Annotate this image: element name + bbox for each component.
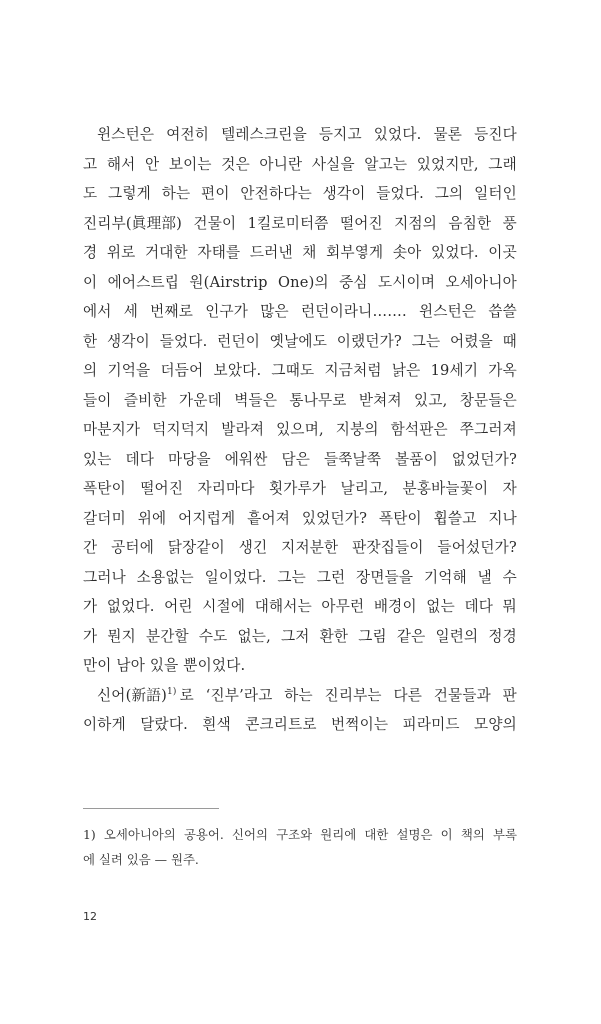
text-line — [83, 120, 517, 150]
word: 이 — [440, 827, 453, 842]
word: 등진다 — [474, 126, 517, 143]
text-line — [83, 622, 517, 652]
word: 안전하다는 — [240, 185, 312, 202]
word: 그때도 — [271, 362, 315, 379]
word: 데다 — [125, 450, 155, 468]
word: 건물이 — [193, 214, 237, 232]
word: 폭탄이 — [378, 509, 422, 527]
word: 자태를 — [197, 244, 241, 261]
word: 경 — [83, 244, 98, 261]
word: 세 — [123, 303, 139, 320]
word: 가 — [83, 598, 98, 615]
word: 창문들은 — [459, 391, 517, 409]
footnote-line-content: 에 실려 있음 — 원주. — [83, 852, 199, 867]
word: 옛날에도 — [269, 332, 327, 350]
page-number: 12 — [83, 910, 97, 923]
word: 물론 — [433, 126, 463, 143]
word: 간 — [83, 539, 98, 556]
word: 가운데 — [179, 391, 222, 409]
word: 낼 — [477, 568, 492, 586]
footnote-marker: 1) — [166, 686, 177, 697]
word: 분간할 — [145, 627, 189, 645]
word: 없었다. — [106, 598, 155, 615]
word: 쭈그러져 — [459, 421, 517, 438]
word: 도시이며 — [377, 273, 436, 291]
word: 지점의 — [394, 214, 438, 232]
word: 덕지덕지 — [152, 421, 210, 438]
word: 있으며, — [276, 421, 324, 438]
word: 책의 — [460, 827, 485, 842]
word: 이 — [83, 273, 98, 291]
word: 받쳐져 — [358, 391, 402, 409]
footnote-line-content — [83, 822, 517, 847]
word: One)의 — [277, 273, 329, 291]
word: 판잣집들이 — [352, 539, 424, 556]
word: 마분지가 — [83, 421, 141, 438]
word: 이랬던가? — [336, 332, 402, 350]
word: 생각이 — [322, 185, 366, 202]
word: 때 — [502, 332, 517, 350]
text-line-content — [83, 386, 517, 416]
word: 런던이 — [217, 332, 261, 350]
word: 기억을 — [107, 362, 151, 379]
word: 회부옇게 — [326, 244, 384, 261]
word: 들었다. — [159, 332, 208, 350]
word: 그의 — [434, 185, 464, 202]
word: 채 — [302, 244, 317, 261]
word: 편이 — [201, 185, 230, 202]
word: 원리에 — [320, 827, 357, 842]
word: 수도 — [198, 627, 228, 645]
word: 데다 — [464, 598, 494, 615]
word: 윈스턴은 — [97, 126, 155, 143]
body-text — [83, 120, 517, 740]
word: 벽들은 — [234, 391, 278, 409]
word: 담은 — [281, 450, 311, 468]
word: 횟가루가 — [268, 480, 327, 497]
word: 부록 — [493, 827, 517, 842]
word: 일련의 — [435, 627, 479, 645]
text-line-content — [83, 504, 517, 534]
word: 설명은 — [396, 827, 433, 842]
word: 있었다. — [373, 126, 422, 143]
word: 안 — [144, 155, 160, 173]
text-line — [83, 445, 517, 475]
word: 도 — [83, 185, 98, 202]
word: 콘크리트로 — [245, 716, 317, 733]
footnote — [83, 822, 517, 872]
text-line-content — [83, 710, 517, 740]
word: 런던이라니……. — [300, 303, 407, 320]
text-line — [83, 651, 517, 681]
word: 대해서는 — [254, 598, 312, 615]
word: 환한 — [319, 627, 349, 645]
text-line-content: 만이 남아 있을 뿐이었다. — [83, 657, 246, 674]
word: 들쭉날쭉 — [323, 450, 382, 468]
word: 즐비한 — [123, 391, 167, 409]
text-line-content — [83, 150, 517, 180]
word: 1) — [83, 827, 96, 842]
word: 지금처럼 — [324, 362, 382, 379]
word: 오세아니아 — [445, 273, 517, 291]
text-line — [83, 474, 517, 504]
word: 들었다. — [376, 185, 424, 202]
word: 그는 — [411, 332, 441, 350]
text-line-content — [83, 297, 517, 327]
text-line-content — [83, 415, 517, 445]
word: 가 — [83, 627, 98, 645]
word: 하는 — [284, 686, 313, 704]
text-line — [83, 356, 517, 386]
word: 지나 — [488, 509, 517, 527]
word: 자리마다 — [197, 480, 255, 497]
word: 가옥 — [488, 362, 517, 379]
word: 없는 — [426, 598, 455, 615]
word: 알고는 — [364, 155, 408, 173]
word: 씁쓸 — [488, 303, 517, 320]
word: 보이는 — [168, 155, 212, 173]
text-line — [83, 504, 517, 534]
word: 여전히 — [166, 126, 210, 143]
word: 볼품이 — [395, 450, 438, 468]
word: 떨어진 — [140, 480, 184, 497]
word: 같은 — [396, 627, 426, 645]
text-line — [83, 681, 517, 711]
word: 그러나 — [83, 568, 126, 586]
word: 음침한 — [448, 214, 492, 232]
text-line — [83, 533, 517, 563]
word: 풍 — [502, 214, 517, 232]
word: 날리고, — [340, 480, 389, 497]
word: 있고, — [414, 391, 448, 409]
text-line — [83, 710, 517, 740]
word: 위로 — [106, 244, 136, 261]
word: 판 — [502, 686, 517, 704]
text-line-content — [83, 592, 517, 622]
word: 윈스턴은 — [419, 303, 477, 320]
word: 에워싼 — [224, 450, 268, 468]
word: 달랐다. — [140, 716, 188, 733]
text-line — [83, 297, 517, 327]
word: 있었다. — [431, 244, 479, 261]
text-line — [83, 415, 517, 445]
word: 이곳 — [488, 244, 517, 261]
word: 모양의 — [474, 716, 517, 733]
word: 일이었다. — [204, 568, 267, 586]
word: 뭐 — [502, 598, 517, 615]
word: 어린 — [164, 598, 193, 615]
text-line — [83, 179, 517, 209]
word: 이하게 — [83, 716, 126, 733]
word: 발라져 — [221, 421, 265, 438]
text-line — [83, 209, 517, 239]
word: 장면들을 — [356, 568, 414, 586]
word: 통나무로 — [289, 391, 347, 409]
word: 지저분한 — [281, 539, 339, 556]
word: 배경이 — [373, 598, 417, 615]
word: 에서 — [83, 303, 112, 320]
word: 들이 — [83, 391, 112, 409]
text-line-content — [83, 356, 517, 386]
word: 있었지만, — [416, 155, 479, 173]
word: 뭔지 — [107, 627, 136, 645]
word: 로 — [179, 686, 194, 704]
word: 일터인 — [474, 185, 517, 202]
word: 있었던가? — [301, 509, 368, 527]
word: 사실을 — [311, 155, 355, 173]
word: 한 — [83, 332, 98, 350]
word: 휩쓸고 — [433, 509, 477, 527]
text-line-content — [83, 622, 517, 652]
word: 19세기 — [430, 362, 479, 379]
word: 그렇게 — [108, 185, 151, 202]
word: 어렸을 — [450, 332, 493, 350]
word: 흰색 — [202, 716, 231, 733]
word: 함석판은 — [390, 421, 448, 438]
word: 갈더미 — [83, 509, 126, 527]
text-line-content — [97, 120, 517, 150]
word: 흩어져 — [247, 509, 291, 527]
word: 신어의 — [232, 827, 268, 842]
footnote-line — [83, 847, 517, 872]
word: 그림 — [358, 627, 387, 645]
word: 번째로 — [150, 303, 194, 320]
word: 다른 — [393, 686, 423, 704]
text-line-content — [83, 327, 517, 357]
word: 그저 — [280, 627, 310, 645]
word: 자 — [502, 480, 517, 497]
word: 분홍바늘꽃이 — [402, 480, 489, 497]
word: 수 — [502, 568, 517, 586]
word: 해서 — [106, 155, 136, 173]
word: 낡은 — [391, 362, 421, 379]
word: 솟아 — [392, 244, 422, 261]
text-line-content — [83, 238, 517, 268]
word: 소용없는 — [136, 568, 194, 586]
word: 시절에 — [202, 598, 246, 615]
word: 많은 — [260, 303, 289, 320]
word: 원(Airstrip — [189, 273, 268, 291]
neologism-term: 신어(新語) — [97, 686, 167, 704]
word: 의 — [83, 362, 98, 379]
word: 번쩍이는 — [331, 716, 389, 733]
word: 것은 — [221, 155, 250, 173]
text-line-content — [83, 474, 517, 504]
word: 닭장같이 — [167, 539, 225, 556]
word: 피라미드 — [402, 716, 460, 733]
word: 어지럽게 — [178, 509, 236, 527]
text-line — [83, 592, 517, 622]
word: 생각이 — [107, 332, 150, 350]
word: 텔레스크린을 — [221, 126, 307, 143]
word: 공터에 — [111, 539, 154, 556]
text-line — [83, 238, 517, 268]
word: 공용어. — [183, 827, 224, 842]
text-line-content — [83, 209, 517, 239]
word: 고 — [83, 155, 98, 173]
word: 등지고 — [318, 126, 362, 143]
word: 오세아니아의 — [103, 827, 176, 842]
word: 대한 — [364, 827, 389, 842]
text-line-content — [83, 179, 517, 209]
footnote-line — [83, 822, 517, 847]
word: 기억해 — [423, 568, 467, 586]
text-line — [83, 386, 517, 416]
word: 보았다. — [213, 362, 262, 379]
text-line — [83, 563, 517, 593]
word: 없었던가? — [451, 450, 517, 468]
word: 구조와 — [276, 827, 313, 842]
word: 폭탄이 — [83, 480, 126, 497]
word: 위에 — [137, 509, 167, 527]
word: 에어스트립 — [107, 273, 180, 291]
word: 진리부(眞理部) — [83, 214, 183, 232]
text-line-content — [83, 533, 517, 563]
text-line — [83, 268, 517, 298]
word: 중심 — [339, 273, 368, 291]
word: 1킬로미터쯤 — [247, 214, 329, 232]
paragraph-start — [97, 681, 177, 711]
word: 더듬어 — [160, 362, 204, 379]
word: 마당을 — [167, 450, 211, 468]
word: 없는, — [237, 627, 271, 645]
word: 아무런 — [321, 598, 365, 615]
word: 들어섰던가? — [437, 539, 517, 556]
word: 떨어진 — [339, 214, 383, 232]
text-line-content — [180, 681, 517, 711]
word: 지붕의 — [335, 421, 379, 438]
word: 인구가 — [205, 303, 249, 320]
word: 생긴 — [238, 539, 268, 556]
text-line-content — [83, 563, 517, 593]
footnote-divider — [83, 808, 219, 809]
text-line — [83, 327, 517, 357]
word: 그래 — [488, 155, 517, 173]
word: 그런 — [316, 568, 346, 586]
word: 건물들과 — [433, 686, 491, 704]
word: 거대한 — [144, 244, 188, 261]
word: 있는 — [83, 450, 112, 468]
word: 아니란 — [259, 155, 303, 173]
text-line-content — [83, 445, 517, 475]
word: 그는 — [277, 568, 306, 586]
text-line — [83, 150, 517, 180]
word: 드러낸 — [249, 244, 293, 261]
word: 진리부는 — [324, 686, 382, 704]
word: ‘진부’라고 — [205, 686, 273, 704]
word: 정경 — [488, 627, 517, 645]
text-line-content — [83, 268, 517, 298]
word: 하는 — [161, 185, 191, 202]
